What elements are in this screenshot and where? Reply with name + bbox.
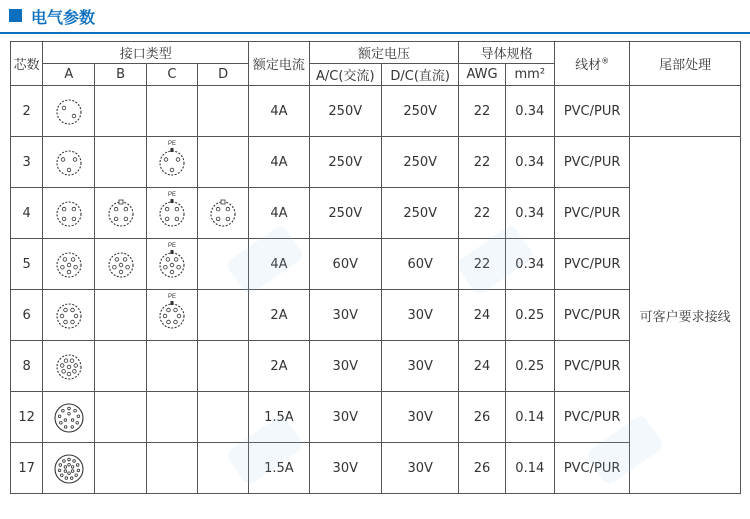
cell-dc: 250V bbox=[381, 137, 458, 188]
table-row bbox=[11, 137, 741, 188]
connector-face-icon bbox=[46, 139, 92, 185]
connector-face-icon bbox=[149, 139, 195, 185]
table-row bbox=[11, 86, 741, 137]
connector-face-icon bbox=[46, 343, 92, 389]
connector-face-icon bbox=[98, 190, 144, 236]
cell-awg: 24 bbox=[459, 341, 505, 392]
pinout-diagram-a bbox=[43, 392, 95, 443]
cell-empty bbox=[95, 290, 146, 341]
cell-cores: 8 bbox=[11, 341, 43, 392]
cell-mm2: 0.25 bbox=[505, 290, 554, 341]
cell-dc: 30V bbox=[381, 443, 458, 494]
connector-face-icon bbox=[46, 394, 92, 440]
header-dc: D/C(直流) bbox=[381, 64, 458, 86]
header-mm2: mm² bbox=[505, 64, 554, 86]
cell-awg: 22 bbox=[459, 86, 505, 137]
cell-empty bbox=[95, 86, 146, 137]
cell-mm2: 0.34 bbox=[505, 86, 554, 137]
cell-cores: 2 bbox=[11, 86, 43, 137]
cell-dc: 60V bbox=[381, 239, 458, 290]
cell-wire: PVC/PUR bbox=[554, 137, 629, 188]
cell-current: 2A bbox=[249, 341, 309, 392]
cell-ac: 30V bbox=[309, 341, 381, 392]
pinout-diagram-a bbox=[43, 341, 95, 392]
header-ac: A/C(交流) bbox=[309, 64, 381, 86]
cell-current: 1.5A bbox=[249, 392, 309, 443]
cell-dc: 30V bbox=[381, 392, 458, 443]
cell-wire: PVC/PUR bbox=[554, 86, 629, 137]
cell-dc: 250V bbox=[381, 86, 458, 137]
connector-face-icon bbox=[149, 190, 195, 236]
cell-empty bbox=[197, 290, 248, 341]
svg-text:PE: PE bbox=[167, 192, 176, 198]
pinout-diagram-a bbox=[43, 239, 95, 290]
header-tail: 尾部处理 bbox=[630, 42, 741, 86]
cell-dc: 30V bbox=[381, 341, 458, 392]
connector-face-icon bbox=[98, 241, 144, 287]
cell-empty bbox=[197, 392, 248, 443]
header-type-c: C bbox=[146, 64, 197, 86]
cell-ac: 30V bbox=[309, 443, 381, 494]
cell-cores: 5 bbox=[11, 239, 43, 290]
pinout-diagram-b bbox=[95, 188, 146, 239]
header-wire-material: 线材® bbox=[554, 42, 629, 86]
cell-mm2: 0.34 bbox=[505, 239, 554, 290]
cell-empty bbox=[146, 392, 197, 443]
cell-mm2: 0.14 bbox=[505, 392, 554, 443]
cell-ac: 60V bbox=[309, 239, 381, 290]
cell-empty bbox=[95, 443, 146, 494]
pinout-diagram-a bbox=[43, 188, 95, 239]
pinout-diagram-a bbox=[43, 290, 95, 341]
cell-empty bbox=[146, 341, 197, 392]
connector-face-icon bbox=[149, 241, 195, 287]
cell-ac: 30V bbox=[309, 392, 381, 443]
connector-face-icon bbox=[46, 445, 92, 491]
cell-empty bbox=[146, 86, 197, 137]
cell-current: 4A bbox=[249, 188, 309, 239]
cell-cores: 12 bbox=[11, 392, 43, 443]
cell-current: 1.5A bbox=[249, 443, 309, 494]
cell-awg: 22 bbox=[459, 188, 505, 239]
section-title: 电气参数 bbox=[31, 8, 96, 27]
cell-mm2: 0.14 bbox=[505, 443, 554, 494]
cell-dc: 250V bbox=[381, 188, 458, 239]
section-header bbox=[0, 0, 750, 34]
cell-tail-empty bbox=[630, 86, 741, 137]
connector-face-icon bbox=[46, 190, 92, 236]
cell-mm2: 0.34 bbox=[505, 188, 554, 239]
pinout-diagram-b bbox=[95, 239, 146, 290]
cell-empty bbox=[95, 392, 146, 443]
cell-cores: 6 bbox=[11, 290, 43, 341]
connector-face-icon bbox=[46, 88, 92, 134]
cell-wire: PVC/PUR bbox=[554, 188, 629, 239]
cell-wire: PVC/PUR bbox=[554, 341, 629, 392]
cell-empty bbox=[197, 137, 248, 188]
cell-current: 4A bbox=[249, 137, 309, 188]
cell-cores: 4 bbox=[11, 188, 43, 239]
cell-mm2: 0.25 bbox=[505, 341, 554, 392]
cell-tail-note: 可客户要求接线 bbox=[630, 137, 741, 494]
cell-ac: 30V bbox=[309, 290, 381, 341]
connector-face-icon bbox=[46, 292, 92, 338]
header-type-a: A bbox=[43, 64, 95, 86]
cell-empty bbox=[95, 341, 146, 392]
pinout-diagram-c bbox=[146, 239, 197, 290]
header-rated-voltage: 额定电压 bbox=[309, 42, 459, 64]
cell-current: 2A bbox=[249, 290, 309, 341]
cell-ac: 250V bbox=[309, 86, 381, 137]
cell-ac: 250V bbox=[309, 137, 381, 188]
cell-cores: 3 bbox=[11, 137, 43, 188]
header-cores: 芯数 bbox=[11, 42, 43, 86]
connector-face-icon bbox=[149, 292, 195, 338]
cell-ac: 250V bbox=[309, 188, 381, 239]
header-conductor-spec: 导体规格 bbox=[459, 42, 555, 64]
svg-text:PE: PE bbox=[167, 243, 176, 249]
cell-empty bbox=[146, 443, 197, 494]
pinout-diagram-c bbox=[146, 290, 197, 341]
cell-cores: 17 bbox=[11, 443, 43, 494]
section-marker-icon bbox=[9, 9, 22, 22]
cell-wire: PVC/PUR bbox=[554, 443, 629, 494]
cell-empty bbox=[95, 137, 146, 188]
pinout-diagram-d bbox=[197, 188, 248, 239]
cell-awg: 26 bbox=[459, 392, 505, 443]
header-interface-type: 接口类型 bbox=[43, 42, 249, 64]
pinout-diagram-c bbox=[146, 188, 197, 239]
cell-awg: 26 bbox=[459, 443, 505, 494]
cell-wire: PVC/PUR bbox=[554, 239, 629, 290]
connector-face-icon bbox=[200, 190, 246, 236]
pinout-diagram-c bbox=[146, 137, 197, 188]
cell-awg: 22 bbox=[459, 137, 505, 188]
header-type-b: B bbox=[95, 64, 146, 86]
cell-awg: 22 bbox=[459, 239, 505, 290]
header-rated-current: 额定电流 bbox=[249, 42, 309, 86]
cell-mm2: 0.34 bbox=[505, 137, 554, 188]
cell-wire: PVC/PUR bbox=[554, 290, 629, 341]
pinout-diagram-a bbox=[43, 86, 95, 137]
cell-current: 4A bbox=[249, 86, 309, 137]
header-awg: AWG bbox=[459, 64, 505, 86]
cell-empty bbox=[197, 86, 248, 137]
cell-empty bbox=[197, 341, 248, 392]
cell-current: 4A bbox=[249, 239, 309, 290]
cell-awg: 24 bbox=[459, 290, 505, 341]
pinout-diagram-a bbox=[43, 137, 95, 188]
svg-text:PE: PE bbox=[167, 294, 176, 300]
cell-wire: PVC/PUR bbox=[554, 392, 629, 443]
pinout-diagram-a bbox=[43, 443, 95, 494]
cell-dc: 30V bbox=[381, 290, 458, 341]
connector-face-icon bbox=[46, 241, 92, 287]
header-type-d: D bbox=[197, 64, 248, 86]
svg-text:PE: PE bbox=[167, 141, 176, 147]
